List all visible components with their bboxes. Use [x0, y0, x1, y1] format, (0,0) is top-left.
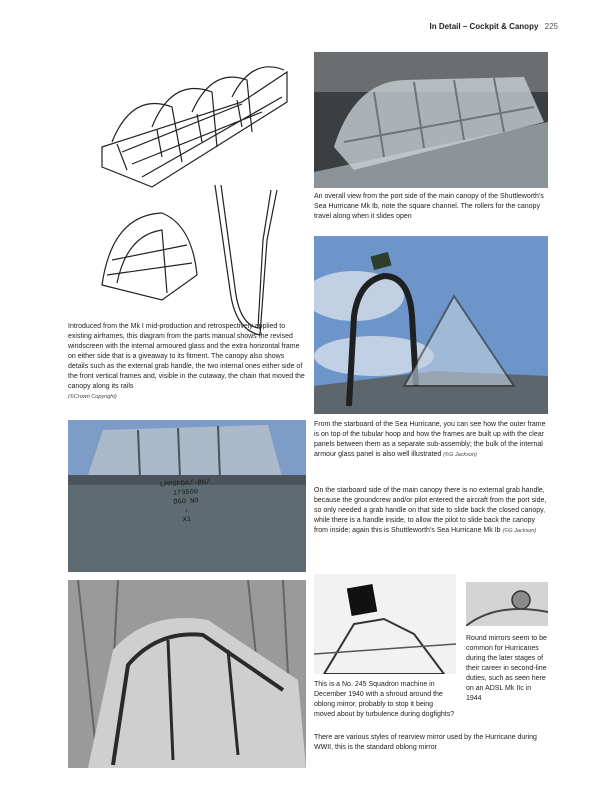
photo-overall-canopy — [314, 52, 548, 188]
stencil-line: ↓ — [184, 506, 189, 516]
rearview-mirror-caption: There are various styles of rearview mirror used by the Hurricane during WWII, this is the standard oblong mirror — [314, 734, 537, 751]
canopy-diagram — [92, 52, 302, 197]
shroud-mirror-caption: This is a No. 245 Squadron machine in December 1940 with a shroud around the oblong mirror, probably to stop it being moved about by turbulence during dogfights? — [314, 681, 455, 718]
hoop-frame-diagram — [205, 180, 290, 345]
stencil-line: LPPOPDA/-BN/ — [159, 478, 211, 490]
windscreen-drawing — [92, 205, 207, 315]
section-title: In Detail – Cockpit & Canopy — [429, 22, 539, 31]
starboard-side-credit: (©G Jackson) — [502, 528, 537, 534]
diagram-credit: (©Crown Copyright) — [68, 394, 117, 400]
stencil-line: 173560 — [172, 488, 199, 498]
photo-starboard-hoop — [314, 236, 548, 414]
running-header — [430, 22, 559, 31]
starboard-hoop-caption-text: From the starboard of the Sea Hurricane, you can see how the outer frame is on top of the tubular hoop and how the frames are built up with the clear panels between them as a separate sub-assembly; the bulk of the internal armour glass panel is also well illustrated — [314, 421, 546, 458]
diagram-caption — [68, 322, 306, 402]
photo-round-mirror — [466, 582, 548, 626]
starboard-side-caption — [314, 486, 548, 536]
diagram-caption-text: Introduced from the Mk I mid-production and retrospectively applied to existing airframes, this diagram from the parts manual shows the revised windscreen with the internal armoured glass and the extra horizontal frame on either side that is a giveaway to its fitment. The canopy also shows details such as the external grab handle, the two internal ones either side of the front vertical frames and, visible in the cutaway, the chain that moved the canopy along its rails — [68, 323, 305, 390]
overall-view-caption: An overall view from the port side of the main canopy of the Shuttleworth's Sea Hurricane Mk Ib, note the square channel. The rollers for the canopy travel along when it slides open — [314, 193, 544, 220]
hoop-drawing — [205, 180, 290, 345]
starboard-hoop-credit: (©G Jackson) — [443, 452, 477, 458]
starboard-side-caption-text: On the starboard side of the main canopy there is no external grab handle, because the groundcrew and/or pilot entered the aircraft from the port side, so only needed a grab handle on that side to slide back the closed canopy, while there is a handle inside, to allow the pilot to slide back the canopy from inside; again this is Shuttleworth's Sea Hurricane Mk Ib — [314, 487, 547, 534]
fuselage-stencil — [145, 478, 227, 527]
photo-bw-canopy — [68, 580, 306, 768]
stencil-line: DGO NO — [173, 497, 199, 507]
stencil-line: X1 — [182, 515, 192, 525]
photo-shroud-mirror — [314, 574, 456, 674]
windscreen-diagram — [92, 205, 207, 315]
page-number: 225 — [544, 22, 558, 31]
canopy-drawing — [92, 52, 302, 197]
starboard-hoop-caption — [314, 420, 548, 460]
round-mirror-caption: Round mirrors seem to be common for Hurricanes during the later stages of their career in second-line duties, such as seen here on an ADSL Mk IIc in 1944 — [466, 635, 547, 702]
